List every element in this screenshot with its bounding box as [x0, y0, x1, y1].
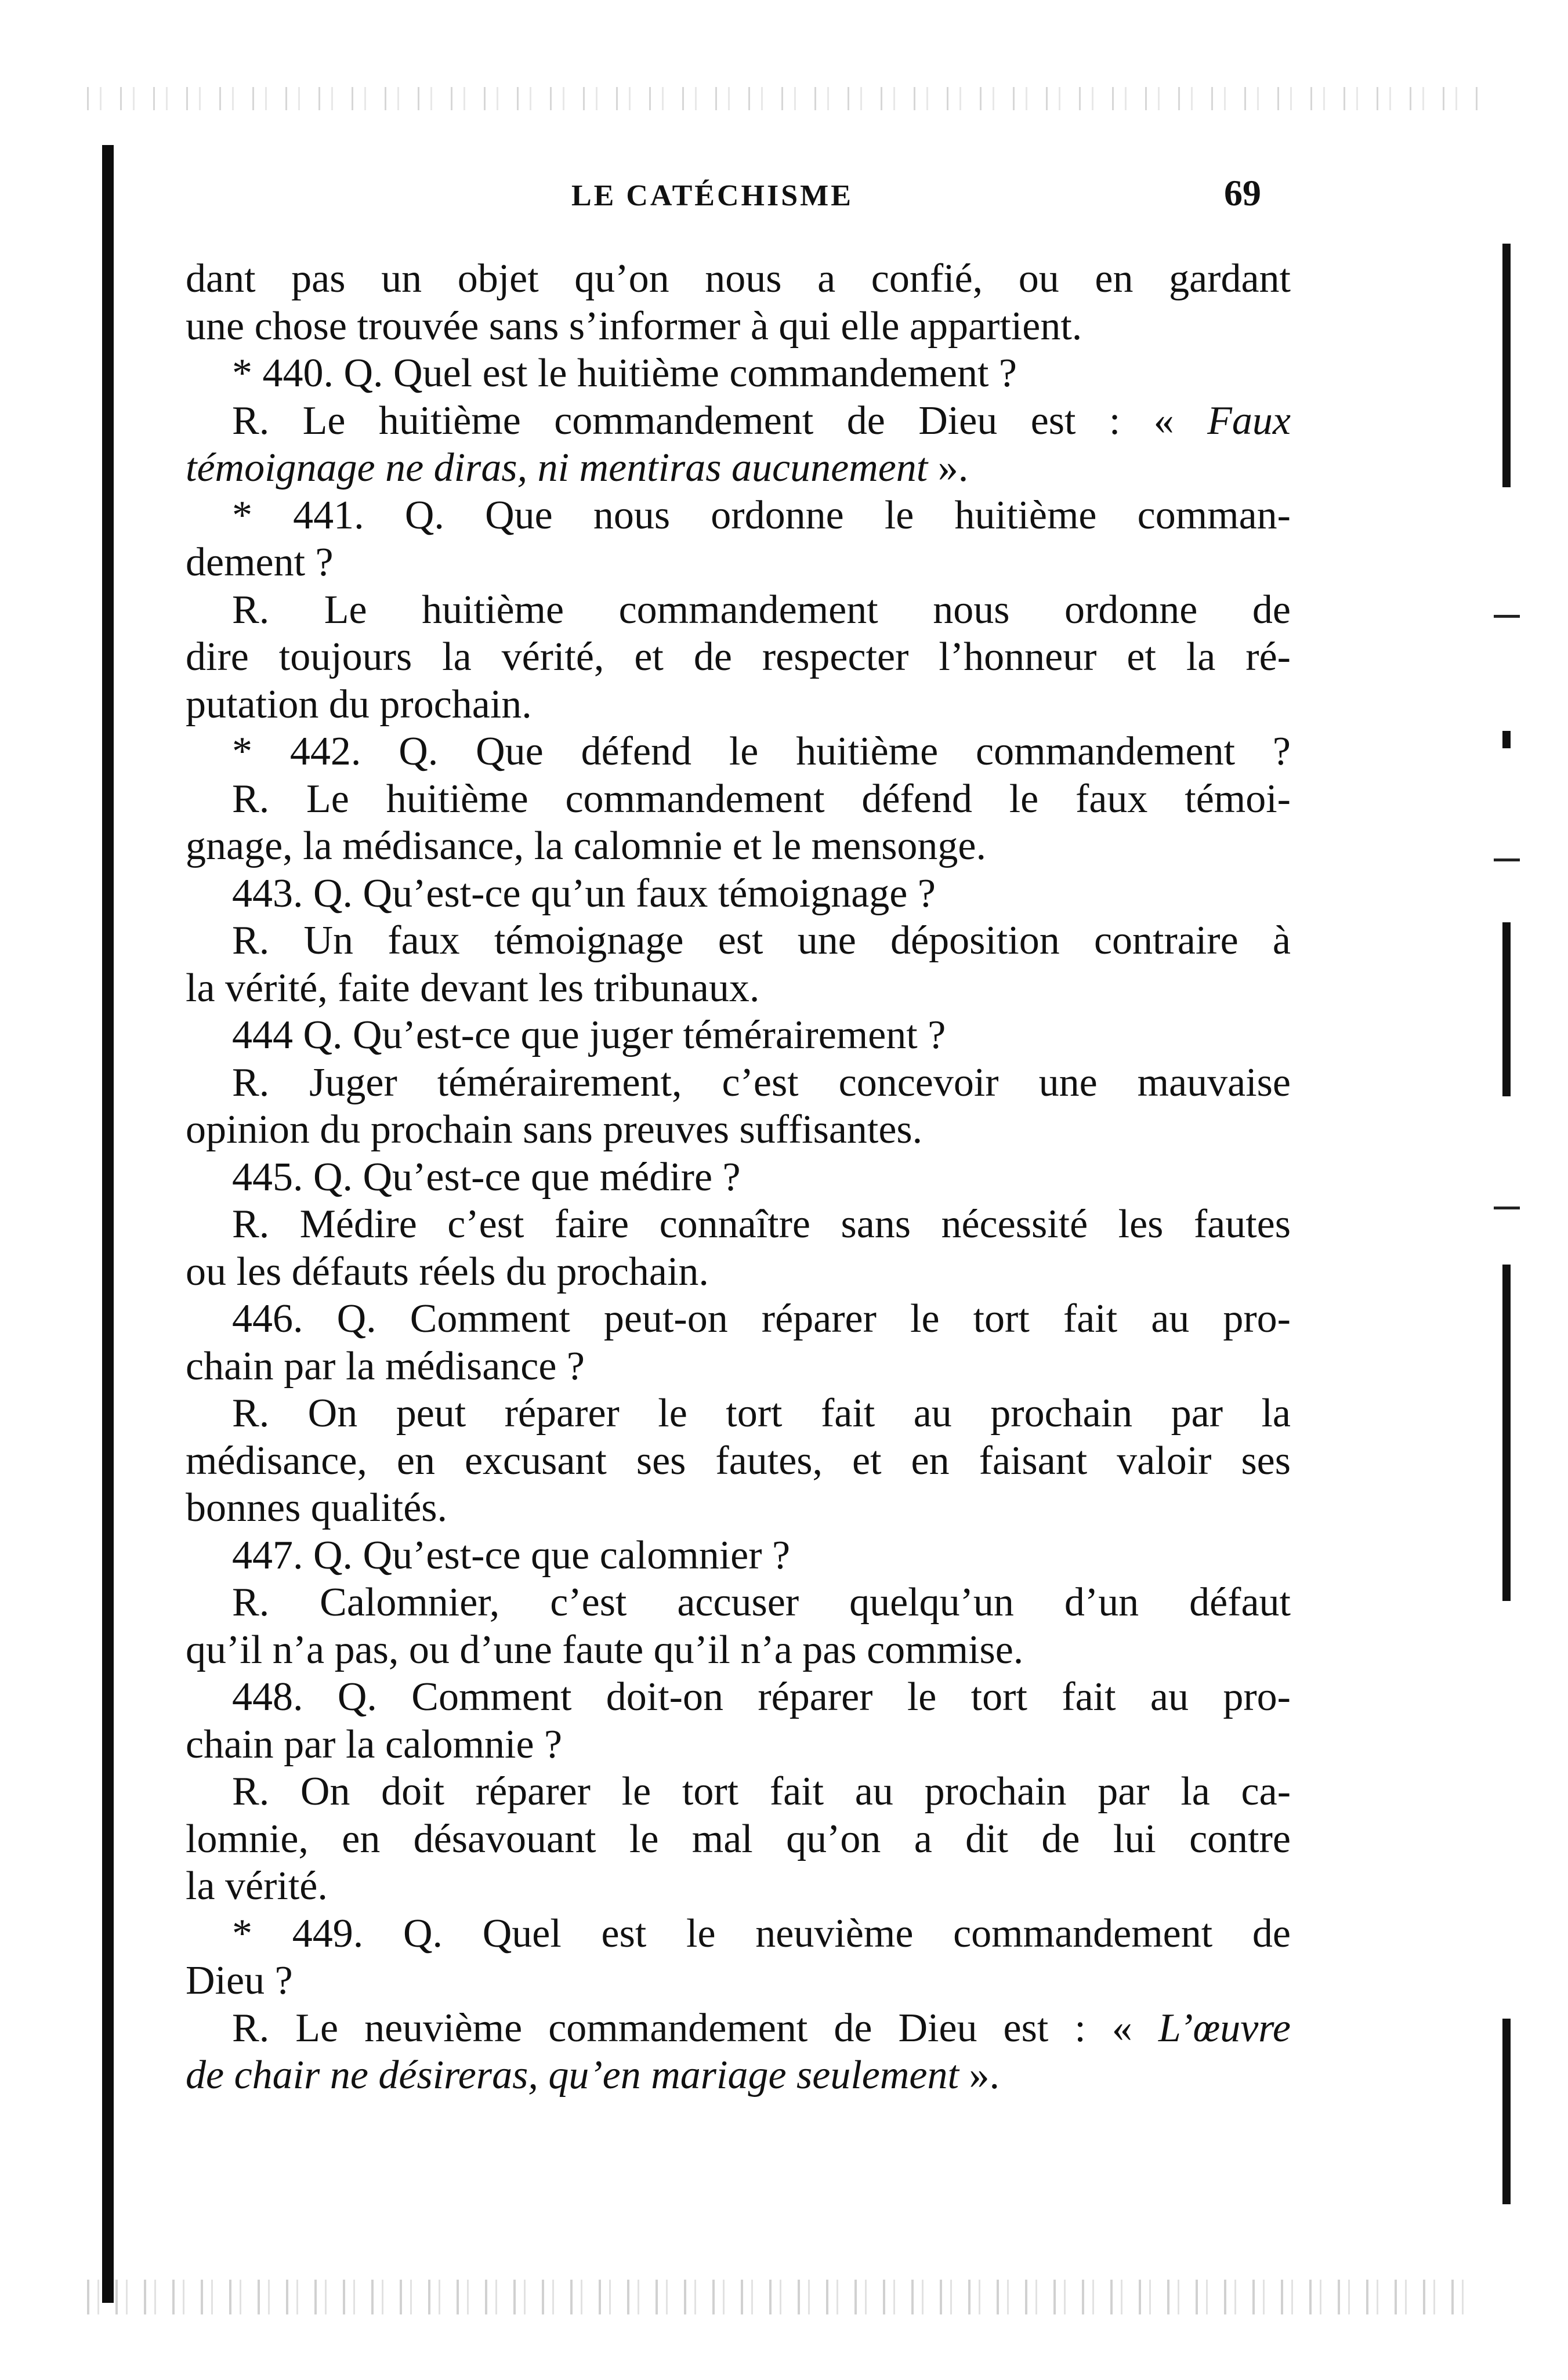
- text-line: putation du prochain.: [186, 682, 532, 727]
- question-449: * 449. Q. Quel est le neuvième commandement de: [232, 1911, 1291, 1956]
- text-line: dement ?: [186, 540, 334, 585]
- scan-noise-top: [87, 87, 1479, 110]
- question-444: 444 Q. Qu’est-ce que juger témérairement ?: [232, 1013, 946, 1057]
- answer-441: R. Le huitième commandement nous ordonne de: [232, 587, 1291, 632]
- scan-right-edge-marks: [1488, 174, 1529, 2262]
- text-line: qu’il n’a pas, ou d’une faute qu’il n’a pas commise.: [186, 1627, 1024, 1672]
- text-line: chain par la médisance ?: [186, 1343, 585, 1389]
- text-line: témoignage ne diras, ni mentiras aucunement ».: [186, 445, 969, 490]
- text-line: la vérité.: [186, 1864, 328, 1908]
- text-line: ou les défauts réels du prochain.: [186, 1249, 709, 1294]
- text-line: lomnie, en désavouant le mal qu’on a dit de lui contre: [186, 1816, 1291, 1861]
- answer-444: R. Juger témérairement, c’est concevoir une mauvaise: [232, 1060, 1291, 1105]
- catechism-text: [186, 255, 1291, 2099]
- text-line: gnage, la médisance, la calomnie et le mensonge.: [186, 824, 987, 868]
- question-442: * 442. Q. Que défend le huitième commandement ?: [232, 729, 1291, 774]
- question-446: 446. Q. Comment peut-on réparer le tort fait au pro-: [232, 1296, 1291, 1341]
- scan-noise-bottom: [87, 2280, 1479, 2314]
- question-447: 447. Q. Qu’est-ce que calomnier ?: [232, 1533, 791, 1578]
- question-443: 443. Q. Qu’est-ce qu’un faux témoignage ?: [232, 871, 936, 916]
- text-line: une chose trouvée sans s’informer à qui elle appartient.: [186, 303, 1082, 349]
- question-445: 445. Q. Qu’est-ce que médire ?: [232, 1154, 741, 1200]
- text-line: bonnes qualités.: [186, 1486, 448, 1530]
- answer-446: R. On peut réparer le tort fait au prochain par la: [232, 1391, 1291, 1436]
- text-line: chain par la calomnie ?: [186, 1722, 563, 1767]
- text-line: Dieu ?: [186, 1958, 293, 2003]
- question-440: * 440. Q. Quel est le huitième commandement ?: [232, 351, 1017, 396]
- answer-445: R. Médire c’est faire connaître sans nécessité les fautes: [232, 1202, 1291, 1247]
- text-line: dant pas un objet qu’on nous a confié, ou en gardant: [186, 256, 1291, 301]
- text-line: la vérité, faite devant les tribunaux.: [186, 965, 760, 1010]
- answer-443: R. Un faux témoignage est une déposition contraire à: [232, 918, 1291, 963]
- text-line: opinion du prochain sans preuves suffisantes.: [186, 1107, 923, 1152]
- page-number: 69: [1224, 172, 1261, 213]
- answer-440: R. Le huitième commandement de Dieu est : « Faux: [232, 398, 1291, 443]
- answer-447: R. Calomnier, c’est accuser quelqu’un d’un défaut: [232, 1580, 1291, 1625]
- answer-442: R. Le huitième commandement défend le faux témoi-: [232, 776, 1291, 821]
- text-line: de chair ne désireras, qu’en mariage seulement ».: [186, 2053, 1000, 2098]
- question-448: 448. Q. Comment doit-on réparer le tort fait au pro-: [232, 1675, 1291, 1719]
- answer-448: R. On doit réparer le tort fait au prochain par la ca-: [232, 1769, 1291, 1814]
- text-line: médisance, en excusant ses fautes, et en faisant valoir ses: [186, 1438, 1291, 1483]
- answer-449: R. Le neuvième commandement de Dieu est : « L’œuvre: [232, 2005, 1291, 2051]
- scan-binding-edge: [102, 145, 114, 2303]
- running-head: LE CATÉCHISME: [571, 179, 853, 212]
- question-441: * 441. Q. Que nous ordonne le huitième comman-: [232, 492, 1291, 538]
- text-line: dire toujours la vérité, et de respecter l’honneur et la ré-: [186, 635, 1291, 679]
